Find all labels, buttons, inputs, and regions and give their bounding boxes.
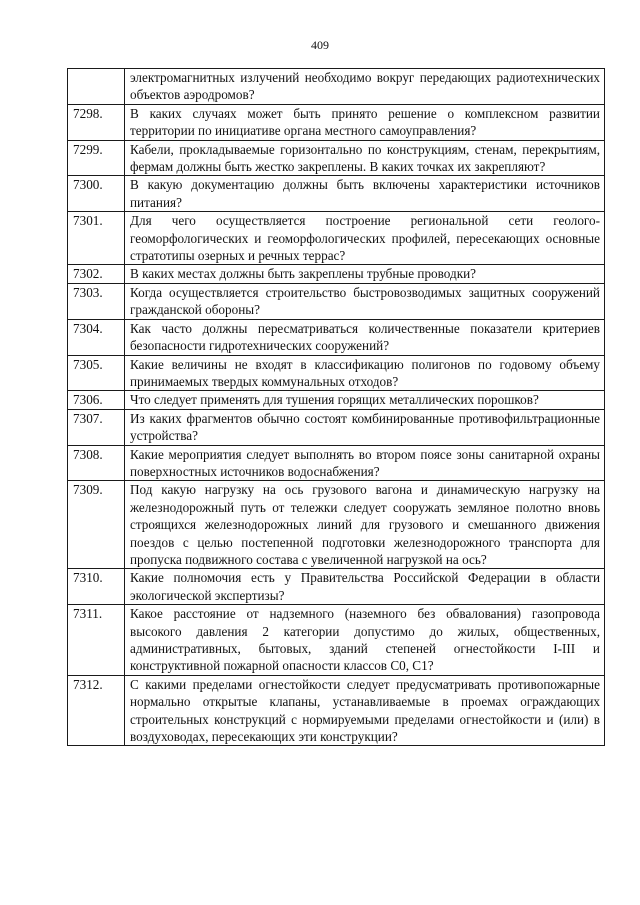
table-row [68,675,605,746]
question-number: 7298. [68,104,125,140]
question-number: 7310. [68,569,125,605]
question-text: В какую документацию должны быть включены характеристики источников питания? [125,176,605,212]
question-text: Под какую нагрузку на ось грузового вагона и динамическую нагрузку на железнодорожный путь от тележки следует сооружать земляное полотно вновь строящихся железнодорожных линий для грузового и смешанного движения поездов с целью постепенной подготовки железнодорожного транспорта для пропуска подвижного состава с увеличенной нагрузкой на ось? [125,481,605,569]
table-row [68,355,605,391]
question-number: 7306. [68,391,125,409]
question-text: Для чего осуществляется построение региональной сети геолого-геоморфологических и геоморфологических профилей, пересекающих основные стратотипы озерных и речных террас? [125,212,605,265]
table-row [68,391,605,409]
question-text: С какими пределами огнестойкости следует предусматривать противопожарные нормально открытые клапаны, устанавливаемые в проемах ограждающих строительных конструкций с нормируемыми пределами огнестойкости и (или) в воздуховодах, пересекающих эти конструкции? [125,675,605,746]
question-number: 7308. [68,445,125,481]
page-number: 409 [311,38,329,52]
question-text: В каких местах должны быть закреплены трубные проводки? [125,265,605,283]
question-text: В каких случаях может быть принято решение о комплексном развитии территории по инициативе органа местного самоуправления? [125,104,605,140]
question-text: Кабели, прокладываемые горизонтально по конструкциям, стенам, перекрытиям, фермам должны быть жестко закреплены. В каких точках их закрепляют? [125,140,605,176]
question-number [68,69,125,105]
question-text: Из каких фрагментов обычно состоят комбинированные противофильтрационные устройства? [125,409,605,445]
question-text: Что следует применять для тушения горящих металлических порошков? [125,391,605,409]
table-row [68,445,605,481]
question-number: 7303. [68,283,125,319]
question-number: 7305. [68,355,125,391]
table-row [68,212,605,265]
question-number: 7302. [68,265,125,283]
question-text: Какие полномочия есть у Правительства Российской Федерации в области экологической экспертизы? [125,569,605,605]
question-text: Какие мероприятия следует выполнять во втором поясе зоны санитарной охраны поверхностных источников водоснабжения? [125,445,605,481]
question-number: 7312. [68,675,125,746]
table-row [68,569,605,605]
table-row [68,319,605,355]
table-row [68,69,605,105]
table-row [68,265,605,283]
question-number: 7299. [68,140,125,176]
table-row [68,140,605,176]
table-row [68,176,605,212]
question-number: 7309. [68,481,125,569]
question-number: 7301. [68,212,125,265]
question-number: 7307. [68,409,125,445]
question-number: 7311. [68,605,125,676]
questions-table [67,68,605,746]
table-row [68,605,605,676]
table-row [68,481,605,569]
question-text: Когда осуществляется строительство быстровозводимых защитных сооружений гражданской обороны? [125,283,605,319]
table-row [68,409,605,445]
question-text: Какое расстояние от надземного (наземного без обвалования) газопровода высокого давления 2 категории допустимо до жилых, общественных, административных, бытовых, зданий степеней огнестойкости I-III и конструктивной пожарной опасности классов С0, С1? [125,605,605,676]
question-number: 7300. [68,176,125,212]
table-row [68,104,605,140]
question-number: 7304. [68,319,125,355]
question-text: Как часто должны пересматриваться количественные показатели критериев безопасности гидротехнических сооружений? [125,319,605,355]
question-text: электромагнитных излучений необходимо вокруг передающих радиотехнических объектов аэродромов? [125,69,605,105]
table-row [68,283,605,319]
question-text: Какие величины не входят в классификацию полигонов по годовому объему принимаемых твердых коммунальных отходов? [125,355,605,391]
